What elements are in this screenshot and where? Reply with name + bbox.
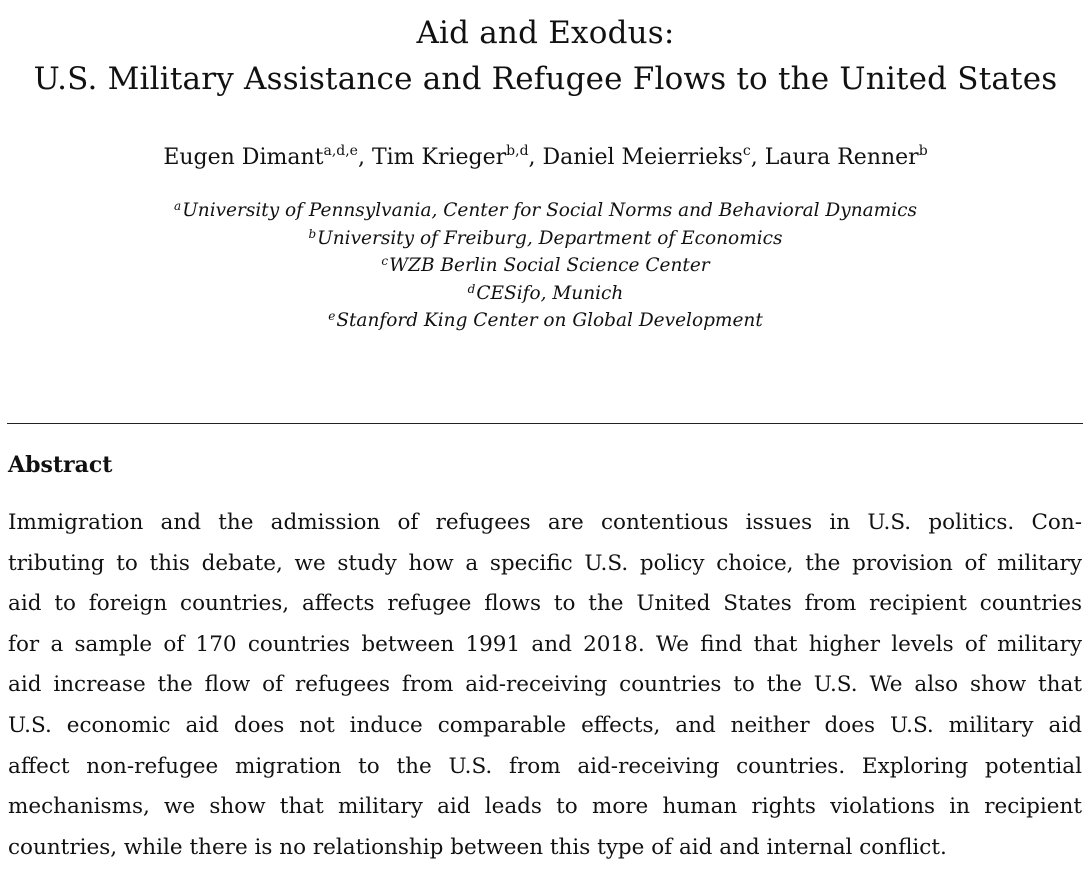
author-name: Laura Renner <box>764 145 919 170</box>
abstract-line: mechanisms, we show that military aid leads to more human rights violations in recipient <box>8 794 1082 820</box>
paper-title-line-2: U.S. Military Assistance and Refugee Flows to the United States <box>33 61 1058 97</box>
affiliation-text: CESifo, Munich <box>476 282 624 304</box>
abstract-line: tributing to this debate, we study how a specific U.S. policy choice, the provision of military <box>8 550 1082 576</box>
abstract-line: aid increase the flow of refugees from aid-receiving countries to the U.S. We also show that <box>8 672 1082 698</box>
author-affiliation-marks: a,d,e <box>323 143 358 159</box>
affiliation-mark: e <box>328 309 336 324</box>
affiliation-item <box>0 225 1091 253</box>
affiliation-item <box>0 307 1091 335</box>
abstract-heading: Abstract <box>8 452 113 478</box>
author-affiliation-marks: b <box>918 143 928 159</box>
affiliation-mark: c <box>381 254 389 269</box>
affiliation-text: Stanford King Center on Global Development <box>336 310 763 332</box>
affiliation-mark: a <box>174 199 182 213</box>
affiliation-item <box>0 252 1091 280</box>
abstract-line: countries, while there is no relationship between this type of aid and internal conflict. <box>8 834 947 860</box>
author-name: Daniel Meierrieks <box>542 145 743 170</box>
author-affiliation-marks: b,d <box>506 143 529 159</box>
author-list: Eugen Dimant$^{a,d,e}$, Tim Krieger$^{b,d}$, Daniel Meierrieks$^c$, Laura Renner$^b$ <box>163 143 928 170</box>
affiliation-item <box>0 280 1091 308</box>
affiliation-item <box>0 197 1091 225</box>
affiliation-text: University of Freiburg, Department of Economics <box>317 227 783 249</box>
abstract-line: for a sample of 170 countries between 1991 and 2018. We find that higher levels of military <box>8 631 1082 657</box>
section-divider <box>7 423 1083 424</box>
abstract-line: U.S. economic aid does not induce comparable effects, and neither does U.S. military aid <box>8 712 1082 738</box>
abstract-line: aid to foreign countries, affects refugee flows to the United States from recipient countries <box>8 591 1082 617</box>
affiliation-text: WZB Berlin Social Science Center <box>389 255 710 277</box>
author-name: Eugen Dimant <box>163 145 324 170</box>
author-affiliation-marks: c <box>742 143 751 159</box>
affiliation-mark: d <box>467 281 476 296</box>
paper-title-line-1: Aid and Exodus: <box>416 15 675 51</box>
abstract-body <box>8 503 1082 868</box>
affiliation-text: University of Pennsylvania, Center for Social Norms and Behavioral Dynamics <box>182 200 917 221</box>
affiliation-mark: b <box>308 226 317 241</box>
author-name: Tim Krieger <box>371 145 507 170</box>
affiliation-list <box>0 197 1091 335</box>
abstract-line: affect non-refugee migration to the U.S. from aid-receiving countries. Exploring potential <box>8 753 1082 779</box>
abstract-line: Immigration and the admission of refugees are contentious issues in U.S. politics. Con- <box>8 510 1082 535</box>
